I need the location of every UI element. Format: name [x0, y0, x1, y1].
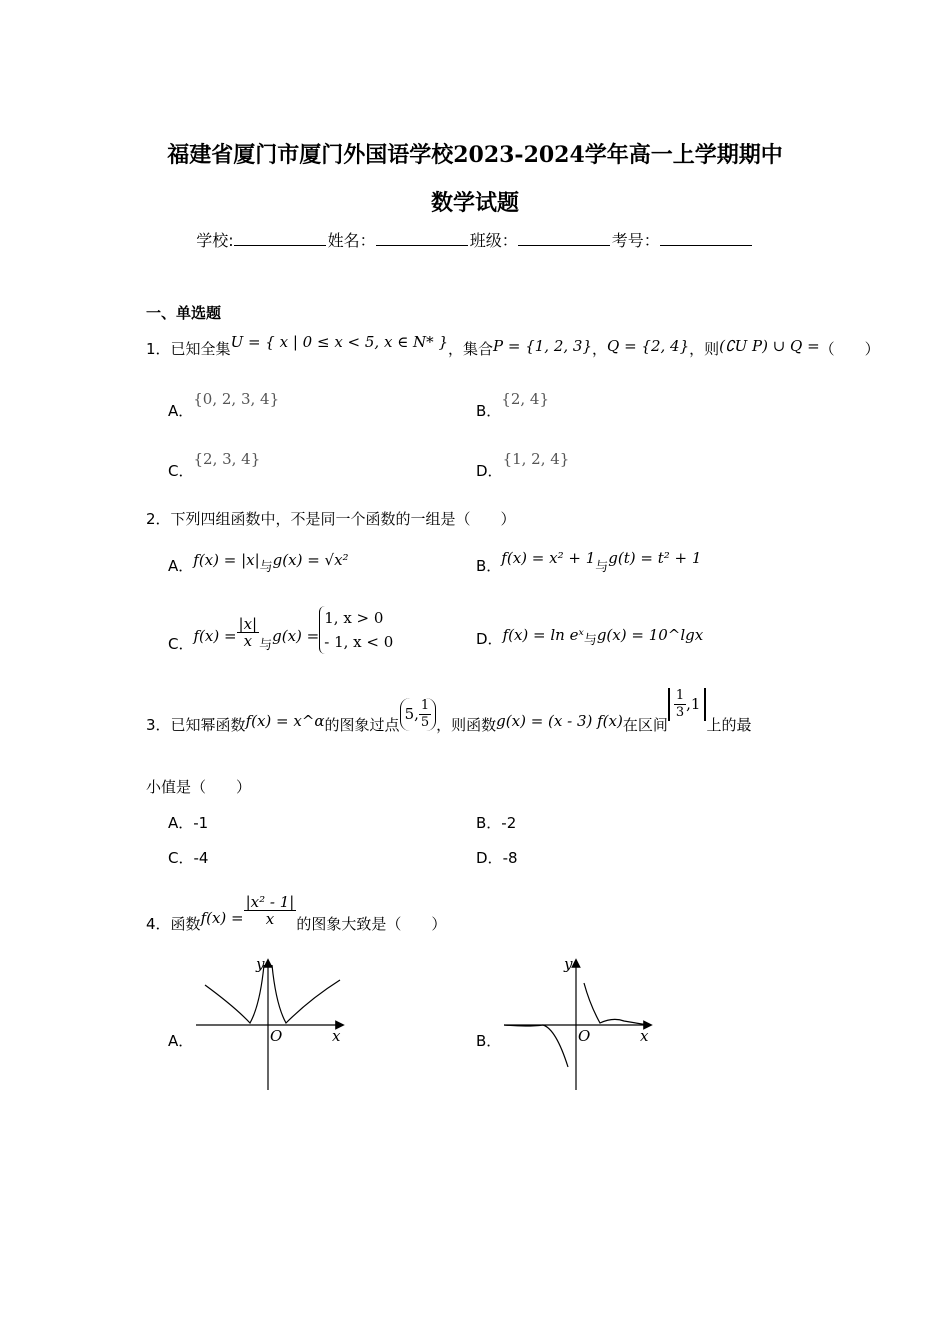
- q4-option-a-label[interactable]: A．: [168, 1032, 194, 1050]
- curve-left: [504, 1025, 568, 1067]
- option-g: g(t) = t² + 1: [608, 549, 702, 567]
- option-f: f(x) = ln eˣ: [502, 626, 584, 644]
- q3-option-b[interactable]: [476, 812, 516, 833]
- q3-option-a[interactable]: [168, 812, 208, 833]
- q4-number: 4．: [146, 915, 171, 933]
- q1-text-c: ，: [592, 340, 608, 358]
- origin-label: O: [270, 1027, 283, 1045]
- option-label: D．: [476, 849, 503, 867]
- q3-option-c[interactable]: [168, 847, 208, 868]
- option-f-fraction: [237, 616, 260, 649]
- q2-option-d[interactable]: [476, 628, 703, 649]
- option-value: -2: [501, 814, 517, 832]
- origin-label: O: [578, 1027, 591, 1045]
- q1-Q-expr: Q = {2, 4}: [607, 337, 690, 355]
- question-1: [146, 333, 880, 359]
- option-g-cases: [319, 606, 393, 654]
- q4-text-b: 的图象大致是（ ）: [296, 915, 447, 933]
- interval-end: ,1: [686, 695, 701, 713]
- q1-text-d: ，则: [689, 340, 720, 358]
- q3-text-d: 在区间: [622, 716, 668, 734]
- q1-text-b: ，集合: [448, 340, 494, 358]
- option-g: g(x) = 10^lgx: [596, 626, 704, 644]
- id-label: 考号：: [611, 231, 660, 250]
- option-f: f(x) = |x|: [193, 551, 260, 569]
- fraction-numerator: 1: [675, 688, 685, 703]
- q2-option-c[interactable]: [168, 606, 393, 654]
- option-mid: 与: [595, 560, 609, 575]
- option-label: C．: [168, 462, 194, 480]
- option-label: D．: [476, 462, 503, 480]
- class-blank[interactable]: [518, 231, 610, 246]
- q3-text-c: ，则函数: [436, 716, 497, 734]
- fraction-numerator: |x|: [238, 615, 258, 633]
- q4-f-fraction: [244, 894, 297, 927]
- option-value: {1, 2, 4}: [502, 450, 570, 468]
- case-2: - 1, x < 0: [324, 633, 394, 651]
- option-label: B．: [476, 402, 502, 420]
- option-label: B．: [476, 814, 502, 832]
- section-title: 一、单选题: [146, 304, 222, 322]
- q1-number: 1．: [146, 340, 171, 358]
- interval-fraction: [674, 688, 686, 721]
- option-value: {2, 3, 4}: [193, 450, 261, 468]
- q1-option-c[interactable]: [168, 450, 261, 481]
- school-label: 学校:: [196, 231, 234, 250]
- q4-graph-a[interactable]: [190, 955, 350, 1095]
- option-value: -1: [193, 814, 209, 832]
- q1-expr: (∁U P) ∪ Q =: [719, 337, 820, 355]
- option-label: D．: [476, 630, 503, 648]
- x-axis-label: x: [332, 1027, 341, 1045]
- q3-point: [400, 698, 437, 731]
- question-3: [146, 688, 752, 734]
- school-blank[interactable]: [234, 231, 326, 246]
- option-label: C．: [168, 635, 194, 653]
- option-value: {2, 4}: [501, 390, 550, 408]
- curve-left: [205, 965, 264, 1023]
- option-mid: 与: [259, 638, 273, 653]
- option-label: A．: [168, 557, 194, 575]
- q3-number: 3．: [146, 716, 171, 734]
- q3-f-expr: f(x) = x^α: [245, 712, 325, 730]
- q1-text-a: 已知全集: [170, 340, 231, 358]
- name-blank[interactable]: [376, 231, 468, 246]
- q1-option-d[interactable]: [476, 450, 570, 481]
- q3-interval: [668, 688, 707, 721]
- class-label: 班级：: [469, 231, 518, 250]
- option-value: {0, 2, 3, 4}: [193, 390, 280, 408]
- q1-U-expr: U = { x | 0 ≤ x < 5, x ∈ N* }: [230, 333, 448, 351]
- question-4: [146, 878, 447, 933]
- q3-option-d[interactable]: [476, 847, 518, 868]
- q3-text-a: 已知幂函数: [170, 716, 246, 734]
- curve-right: [272, 965, 340, 1023]
- option-label: B．: [476, 557, 502, 575]
- q2-option-b[interactable]: [476, 549, 702, 576]
- page-title-line1: 福建省厦门市厦门外国语学校2023-2024学年高一上学期期中: [167, 142, 783, 168]
- option-label: C．: [168, 849, 194, 867]
- fraction-denominator: 5: [420, 715, 430, 730]
- id-blank[interactable]: [660, 231, 752, 246]
- case-1: 1, x > 0: [324, 609, 384, 627]
- q4-graph-b[interactable]: [498, 955, 658, 1095]
- q1-option-a[interactable]: [168, 390, 280, 421]
- option-mid: 与: [583, 633, 597, 648]
- fraction-denominator: 3: [675, 705, 685, 720]
- option-label: A．: [168, 402, 194, 420]
- q4-f-prefix: f(x) =: [200, 909, 244, 927]
- x-axis-label: x: [640, 1027, 649, 1045]
- q2-number: 2．: [146, 510, 171, 528]
- y-axis-label: y: [256, 955, 265, 973]
- q3-text-e: 上的最: [706, 716, 752, 734]
- option-label: A．: [168, 814, 194, 832]
- fraction-numerator: |x² - 1|: [245, 893, 295, 911]
- fraction-denominator: x: [243, 632, 253, 650]
- name-label: 姓名：: [327, 231, 376, 250]
- point-fraction: [419, 698, 431, 731]
- q3-g-expr: g(x) = (x - 3) f(x): [496, 712, 623, 730]
- option-value: -4: [193, 849, 209, 867]
- option-mid: 与: [259, 560, 273, 575]
- y-axis-label: y: [564, 955, 573, 973]
- q3-line2: 小值是（ ）: [146, 778, 252, 796]
- q1-paren: （ ）: [819, 340, 880, 358]
- fraction-numerator: 1: [420, 698, 430, 713]
- q2-text: 下列四组函数中，不是同一个函数的一组是（ ）: [170, 510, 516, 528]
- option-g: g(x) = √x²: [272, 551, 349, 569]
- q1-option-b[interactable]: [476, 390, 550, 421]
- q2-option-a[interactable]: [168, 551, 349, 576]
- q1-P-expr: P = {1, 2, 3}: [493, 337, 593, 355]
- page-title-line2: 数学试题: [430, 190, 519, 216]
- option-g-prefix: g(x) =: [272, 627, 320, 645]
- curve-right: [584, 983, 648, 1025]
- option-f-prefix: f(x) =: [193, 627, 237, 645]
- option-value: -8: [502, 849, 518, 867]
- fraction-denominator: x: [265, 910, 275, 928]
- q4-text-a: 函数: [170, 915, 201, 933]
- point-x: 5,: [404, 705, 419, 723]
- option-f: f(x) = x² + 1: [501, 549, 596, 567]
- question-2: [146, 508, 516, 529]
- q3-text-b: 的图象过点: [324, 716, 400, 734]
- student-info-row: [0, 228, 950, 251]
- q4-option-b-label[interactable]: B．: [476, 1032, 502, 1050]
